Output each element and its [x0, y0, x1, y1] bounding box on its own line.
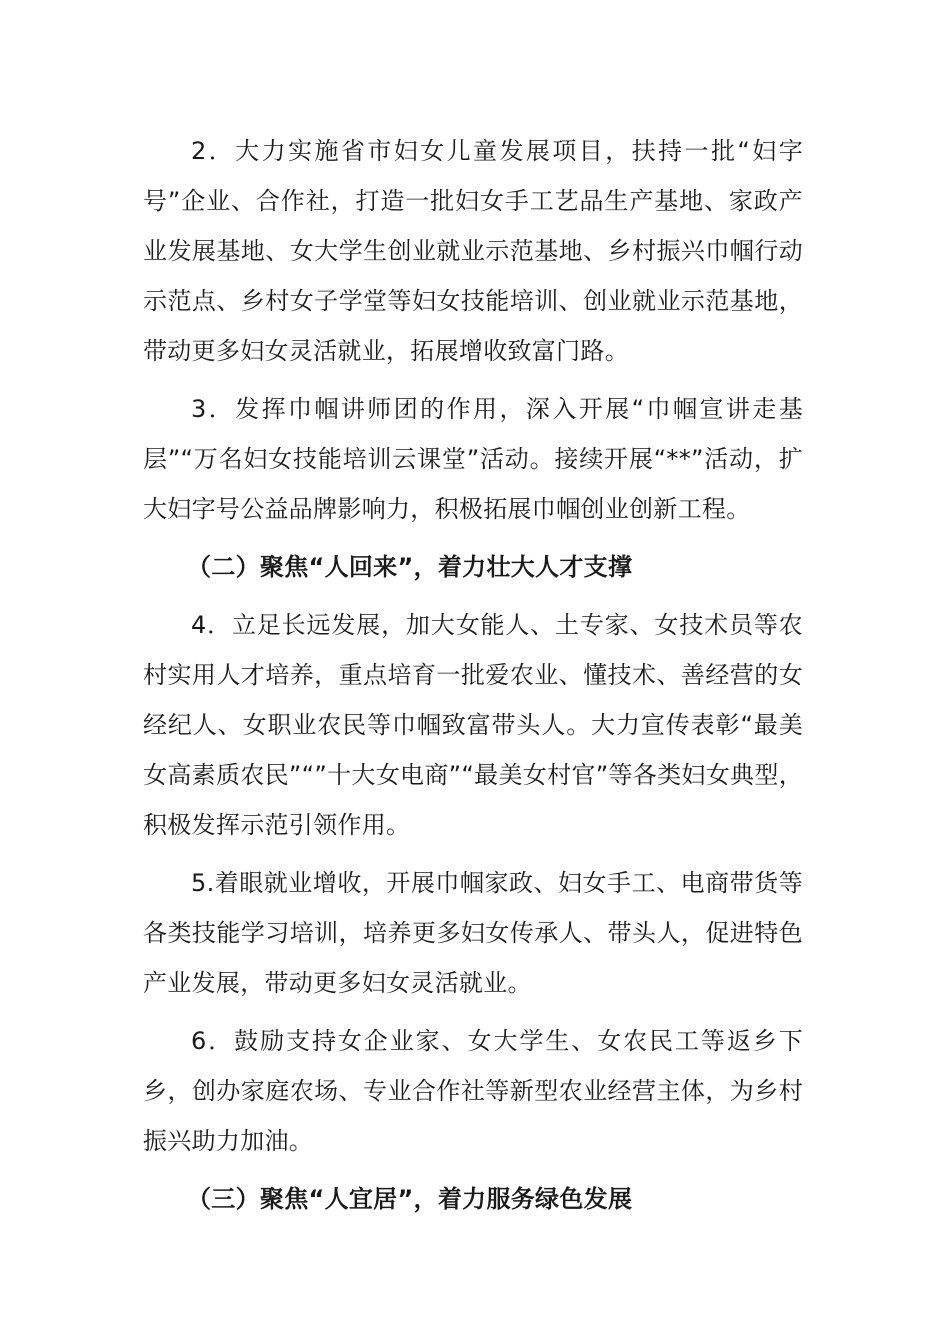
paragraph-5: 5.着眼就业增收，开展巾帼家政、妇女手工、电商带货等各类技能学习培训，培养更多妇女传承人、带头人，促进特色产业发展，带动更多妇女灵活就业。: [143, 869, 803, 997]
paragraph-3: 3．发挥巾帼讲师团的作用，深入开展“巾帼宣讲走基层”“万名妇女技能培训云课堂”活动。接续开展“**”活动，扩大妇字号公益品牌影响力，积极拓展巾帼创业创新工程。: [143, 395, 803, 523]
paragraph-4: 4．立足长远发展，加大女能人、土专家、女技术员等农村实用人才培养，重点培育一批爱农业、懂技术、善经营的女经纪人、女职业农民等巾帼致富带头人。大力宣传表彰“最美女高素质农民”“”十大女电商”“最美女村官”等各类妇女典型，积极发挥示范引领作用。: [143, 611, 803, 839]
section-heading-3: （三）聚焦“人宜居”，着力服务绿色发展: [187, 1185, 633, 1213]
paragraph-2: 2．大力实施省市妇女儿童发展项目，扶持一批“妇字号”企业、合作社，打造一批妇女手工艺品生产基地、家政产业发展基地、女大学生创业就业示范基地、乡村振兴巾帼行动示范点、乡村女子学堂等妇女技能培训、创业就业示范基地，带动更多妇女灵活就业，拓展增收致富门路。: [143, 137, 803, 365]
section-heading-2: （二）聚焦“人回来”，着力壮大人才支撑: [187, 553, 633, 581]
paragraph-6: 6．鼓励支持女企业家、女大学生、女农民工等返乡下乡，创办家庭农场、专业合作社等新型农业经营主体，为乡村振兴助力加油。: [143, 1027, 803, 1155]
document-body: [143, 126, 803, 1224]
